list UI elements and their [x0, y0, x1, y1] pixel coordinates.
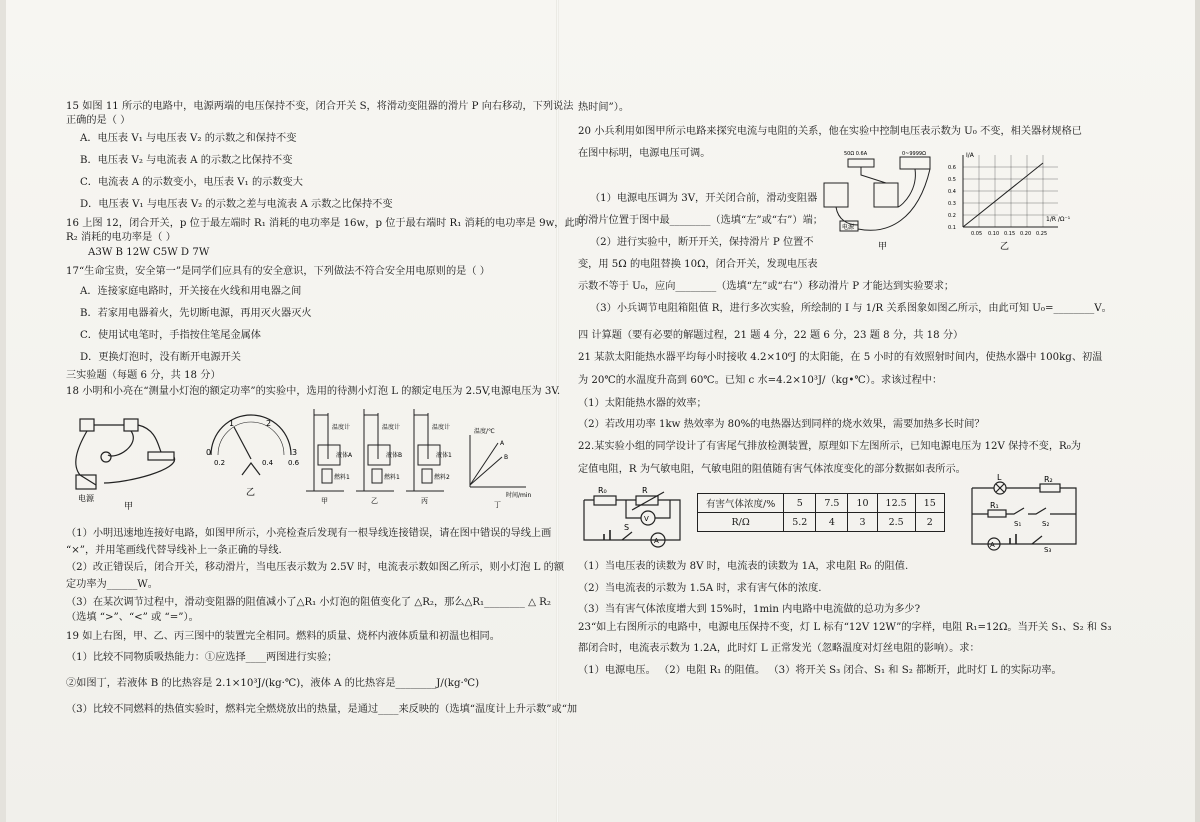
q23-s3-label: S₃ [1044, 546, 1052, 554]
ammeter-tick-3: 3 [292, 448, 298, 457]
q15-option-c: C．电流表 A 的示数变小，电压表 V₁ 的示数变大 [80, 177, 303, 188]
table-cell: 4 [816, 513, 848, 532]
table-row [698, 513, 945, 532]
q17-option-c: C．使用试电笔时，手指按住笔尾金属体 [80, 330, 261, 341]
q18-fig-jia-source: 电源 [78, 494, 94, 503]
q19-continuation: 热时间”）。 [578, 102, 630, 113]
q18-part2-line2: 定功率为______W。 [66, 579, 158, 590]
q20-part3: （3）小兵调节电阻箱阻值 R，进行多次实验，所绘制的 I 与 1/R 关系图象如图乙所示，由此可知 U₀=________V。 [590, 303, 1112, 314]
q20-ytick-2: 0.4 [948, 189, 956, 195]
q20-xtick-2: 0.15 [1004, 231, 1016, 237]
q18-part1-line2: “×”，并用笔画线代替导线补上一条正确的导线. [66, 545, 282, 556]
q16-line1: 16 上图 12，闭合开关，p 位于最左端时 R₁ 消耗的电功率是 16w，p 位于最右端时 R₁ 消耗的电功率是 9w，此时 [66, 218, 585, 229]
setup-bing-liquid: 液体1 [436, 452, 452, 459]
setup-jia-fuel: 燃料1 [334, 474, 350, 481]
q23-ammeter-label: A [990, 541, 995, 549]
q23-parts: （1）电源电压。 （2）电阻 R₁ 的阻值。 （3）将开关 S₃ 闭合、S₁ 和 S₂ 都断开，此时灯 L 的实际功率。 [578, 665, 1062, 676]
table-cell: 3 [848, 513, 877, 532]
q19-part3: （3）比较不同燃料的热值实验时，燃料完全燃烧放出的热量，是通过____来反映的（选填“温度计上升示数”或“加 [66, 704, 578, 715]
setup-yi-fuel: 燃料1 [384, 474, 400, 481]
setup-jia-thermometer: 温度计 [332, 424, 351, 431]
q20-part2-line1: （2）进行实验中，断开开关，保持滑片 P 位置不 [590, 237, 814, 248]
q22-r0-label: R₀ [598, 486, 607, 495]
ammeter-tick-0: 0 [206, 448, 212, 457]
q19-part1: （1）比较不同物质吸热能力：①应选择____两图进行实验； [66, 652, 338, 663]
q18-part3-line2: （选填 “>”、“<” 或 “=”）。 [66, 612, 199, 623]
q23-circuit [970, 474, 1082, 554]
q22-ammeter-label: A [654, 537, 659, 545]
table-header-concentration: 有害气体浓度/% [698, 494, 784, 513]
setup-bing-caption: 丙 [421, 497, 428, 505]
q22-switch-label: S [624, 523, 630, 532]
q20-part1-line2: 的滑片位置于图中最________（选填“左”或“右”）端； [578, 215, 823, 226]
q18-circuit-jia [76, 419, 175, 489]
q18-fig-yi-caption: 乙 [246, 488, 256, 498]
q20-graph-xlabel: 1/R /Ω⁻¹ [1046, 216, 1071, 223]
q23-line2: 都闭合时，电流表示数为 1.2A，此时灯 L 正常发光（忽略温度对灯丝电阻的影响）。求： [578, 643, 980, 654]
q22-line1: 22.某实验小组的同学设计了有害尾气排放检测装置，原理如下左图所示，已知电源电压为 12V 保持不变，R₀为 [578, 441, 1081, 452]
q20-ytick-4: 0.2 [948, 213, 956, 219]
gas-resistance-table [697, 493, 945, 532]
table-cell: 12.5 [877, 494, 915, 513]
q18-fig-jia-caption: 甲 [124, 502, 134, 512]
q20-xtick-1: 0.10 [988, 231, 1000, 237]
graph-ylabel: 温度/℃ [474, 428, 495, 435]
graph-line-a: A [500, 440, 505, 447]
scan-edge-right [1195, 0, 1200, 822]
q16-line2: R₂ 消耗的电功率是（ ） [66, 232, 176, 243]
table-cell: 2.5 [877, 513, 915, 532]
q22-part2: （2）当电流表的示数为 1.5A 时，求有害气体的浓度. [578, 583, 822, 594]
q21-line1: 21 某款太阳能热水器平均每小时接收 4.2×10⁶J 的太阳能，在 5 小时的有效照射时间内，使热水器中 100kg、初温 [578, 352, 1103, 363]
q23-r1-label: R₁ [990, 501, 999, 510]
page-fold [556, 0, 559, 822]
q23-s1-label: S₁ [1014, 520, 1022, 528]
q20-graph-yi [963, 155, 1058, 227]
scan-edge-left [0, 0, 6, 822]
resistance-box-spec: 0~9999Ω [902, 151, 926, 157]
ammeter-tick-1: 1 [229, 419, 235, 428]
setup-jia-liquid: 液体A [336, 452, 353, 459]
q15-line1: 15 如图 11 所示的电路中，电源两端的电压保持不变，闭合开关 S，将滑动变阻器的滑片 P 向右移动，下列说法 [66, 101, 574, 112]
q20-source-label: 电源 [842, 224, 855, 231]
q15-option-a: A．电压表 V₁ 与电压表 V₂ 的示数之和保持不变 [80, 133, 297, 144]
q20-ytick-3: 0.3 [948, 201, 956, 207]
q21-part2: （2）若改用功率 1kw 热效率为 80%的电热器达到同样的烧水效果，需要加热多长时间？ [578, 419, 985, 430]
q18-part1-line1: （1）小明迅速地连接好电路，如图甲所示，小亮检查后发现有一根导线连接错误，请在图中错误的导线上画 [66, 528, 552, 539]
q20-fig-yi-caption: 乙 [1000, 242, 1010, 252]
q17-option-a: A．连接家庭电路时，开关接在火线和用电器之间 [80, 286, 302, 297]
q22-r-label: R [642, 486, 648, 495]
q18-part2-line1: （2）改正错误后，闭合开关，移动滑片，当电压表示数为 2.5V 时，电流表示数如图乙所示，则小灯泡 L 的额 [66, 562, 565, 573]
q20-graph-ylabel: I/A [966, 152, 974, 159]
q20-fig-jia-caption: 甲 [878, 242, 888, 252]
section4-heading: 四 计算题（要有必要的解题过程，21 题 4 分，22 题 6 分，23 题 8 分，共 18 分） [578, 330, 964, 341]
table-cell: 15 [915, 494, 944, 513]
setup-bing-thermometer: 温度计 [432, 424, 451, 431]
table-cell: 2 [915, 513, 944, 532]
q20-ytick-0: 0.6 [948, 165, 956, 171]
q20-circuit-jia [824, 157, 930, 231]
q20-ytick-1: 0.5 [948, 177, 956, 183]
graph-xlabel: 时间/min [506, 492, 532, 499]
q23-line1: 23“如上右图所示的电路中，电源电压保持不变，灯 L 标有“12V 12W”的字样，电阻 R₁=12Ω。当开关 S₁、S₂ 和 S₃ [578, 622, 1112, 633]
q15-option-b: B．电压表 V₂ 与电流表 A 的示数之比保持不变 [80, 155, 293, 166]
q22-circuit [582, 484, 692, 550]
q16-options: A3W B 12W C5W D 7W [88, 247, 210, 258]
q20-part1-line1: （1）电源电压调为 3V，开关闭合前，滑动变阻器 [590, 193, 818, 204]
ammeter-tick-04: 0.4 [262, 459, 274, 467]
q23-lamp-label: L [997, 474, 1002, 482]
q19-part2: ②如图丁，若液体 B 的比热容是 2.1×10³J/(kg·℃)，液体 A 的比热容是________J/(kg·℃) [66, 678, 480, 689]
table-cell: 5.2 [784, 513, 816, 532]
q15-line2: 正确的是（ ） [66, 115, 131, 126]
q18-intro: 18 小明和小亮在“测量小灯泡的额定功率”的实验中，选用的待测小灯泡 L 的额定电压为 2.5V,电源电压为 3V. [66, 386, 561, 397]
q20-line1: 20 小兵利用如图甲所示电路来探究电流与电阻的关系，他在实验中控制电压表示数为 U₀ 不变，相关器材规格已 [578, 126, 1082, 137]
q15-option-d: D．电压表 V₁ 与电压表 V₂ 的示数之差与电流表 A 示数之比保持不变 [80, 199, 393, 210]
q19-stem: 19 如上右图，甲、乙、丙三图中的装置完全相同。燃料的质量、烧杯内液体质量和初温也相同。 [66, 631, 500, 642]
q17-stem: 17“生命宝贵，安全第一”是同学们应具有的安全意识，下列做法不符合安全用电原则的是（ ） [66, 266, 490, 277]
q18-q19-figures [66, 405, 552, 513]
table-cell: 5 [784, 494, 816, 513]
ammeter-tick-06: 0.6 [288, 459, 300, 467]
q21-part1: （1）太阳能热水器的效率； [578, 398, 707, 409]
setup-yi-thermometer: 温度计 [382, 424, 401, 431]
q20-xtick-3: 0.20 [1020, 231, 1032, 237]
q20-part2-line2: 变，用 5Ω 的电阻替换 10Ω，闭合开关，发现电压表 [578, 259, 818, 270]
section3-heading: 三实验题（每题 6 分，共 18 分） [66, 370, 221, 381]
ammeter-tick-02: 0.2 [214, 459, 226, 467]
q20-xtick-0: 0.05 [971, 231, 983, 237]
q21-line2: 为 20℃的水温度升高到 60℃。已知 c 水=4.2×10³J/（kg•℃）。求该过程中： [578, 375, 943, 386]
q18-part3-line1: （3）在某次调节过程中，滑动变阻器的阻值减小了△R₁ 小灯泡的阻值变化了 △R₂，那么△R₁________ △ R₂ [66, 597, 551, 608]
heating-setups [306, 409, 444, 491]
rheostat-spec: 50Ω 0.6A [844, 151, 868, 157]
graph-ding-caption: 丁 [494, 501, 501, 509]
q23-r2-label: R₂ [1044, 475, 1053, 484]
table-cell: 10 [848, 494, 877, 513]
setup-yi-liquid: 液体B [386, 452, 403, 459]
table-cell: 7.5 [816, 494, 848, 513]
graph-line-b: B [504, 454, 509, 461]
ammeter-tick-2: 2 [266, 419, 272, 428]
q20-ytick-5: 0.1 [948, 225, 956, 231]
q22-part1: （1）当电压表的读数为 8V 时，电流表的读数为 1A，求电阻 R₀ 的阻值. [578, 561, 909, 572]
q22-part3: （3）当有害气体浓度增大到 15%时，1min 内电路中电流做的总功为多少? [578, 604, 921, 615]
setup-jia-caption: 甲 [321, 497, 328, 505]
setup-yi-caption: 乙 [371, 497, 378, 505]
q17-option-b: B．若家用电器着火，先切断电源，再用灭火器灭火 [80, 308, 312, 319]
temperature-graph-ding [470, 435, 526, 487]
q20-part2-line3: 示数不等于 U₀，应向________（选填“左”或“右”）移动滑片 P 才能达到实验要求； [578, 281, 955, 292]
table-header-resistance: R/Ω [698, 513, 784, 532]
setup-bing-fuel: 燃料2 [434, 474, 450, 481]
q22-voltmeter-label: V [644, 515, 649, 523]
q23-s2-label: S₂ [1042, 520, 1050, 528]
q20-figures [818, 145, 1080, 257]
q20-line2: 在图中标明，电源电压可调。 [578, 148, 711, 159]
q20-xtick-4: 0.25 [1036, 231, 1048, 237]
q17-option-d: D．更换灯泡时，没有断开电源开关 [80, 352, 241, 363]
q22-line2: 定值电阻，R 为气敏电阻，气敏电阻的阻值随有害气体浓度变化的部分数据如表所示。 [578, 464, 966, 475]
table-row [698, 494, 945, 513]
